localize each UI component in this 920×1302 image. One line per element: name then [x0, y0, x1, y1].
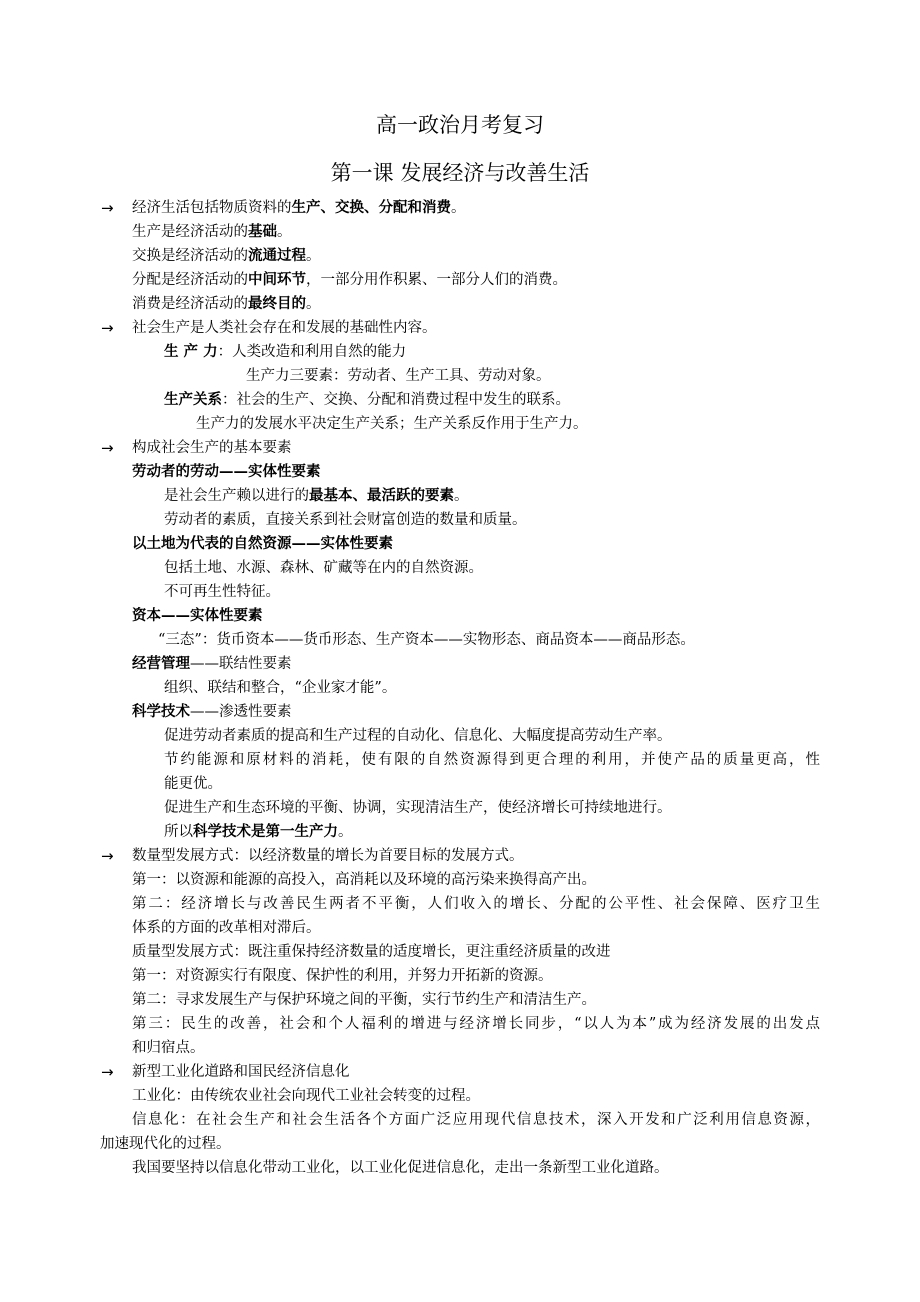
text-line: 是社会生产赖以进行的最基本、最活跃的要素。 [164, 487, 469, 504]
text-line: 生产是经济活动的基础。 [132, 223, 292, 240]
subheading: 资本——实体性要素 [132, 607, 263, 624]
text-line: 促进生产和生态环境的平衡、协调，实现清洁生产，使经济增长可持续地进行。 [164, 800, 672, 816]
text-line: 生产力三要素：劳动者、生产工具、劳动对象。 [246, 368, 551, 384]
text-line: 质量型发展方式：既注重保持经济数量的适度增长，更注重经济质量的改进 [132, 944, 611, 960]
text-line: 生产关系：社会的生产、交换、分配和消费过程中发生的联系。 [164, 391, 570, 408]
text-line: “三态”：货币资本——货币形态、生产资本——实物形态、商品资本——商品形态。 [158, 632, 695, 648]
lesson-title: 第一课 发展经济与改善生活 [330, 161, 590, 185]
section3-heading: 构成社会生产的基本要素 [132, 440, 292, 456]
text-line: 第一：对资源实行有限度、保护性的利用，并努力开拓新的资源。 [132, 968, 553, 984]
text-line: 劳动者的素质，直接关系到社会财富创造的数量和质量。 [164, 512, 527, 528]
section5-heading: 新型工业化道路和国民经济信息化 [132, 1064, 350, 1080]
text-line: 分配是经济活动的中间环节，一部分用作积累、一部分人们的消费。 [132, 271, 567, 288]
section2-heading: 社会生产是人类社会存在和发展的基础性内容。 [132, 320, 437, 336]
text-line: 第二：寻求发展生产与保护环境之间的平衡，实行节约生产和清洁生产。 [132, 992, 596, 1008]
subheading: 科学技术——渗透性要素 [132, 703, 292, 720]
text-line: 生 产 力：人类改造和利用自然的能力 [164, 343, 407, 360]
text-line: 消费是经济活动的最终目的。 [132, 295, 321, 312]
text-line: 包括土地、水源、森林、矿藏等在内的自然资源。 [164, 560, 483, 576]
text-line: 加速现代化的过程。 [100, 1136, 231, 1152]
text-line: 生产力的发展水平决定生产关系；生产关系反作用于生产力。 [196, 416, 588, 432]
text-line: 所以科学技术是第一生产力。 [164, 823, 353, 840]
text-line: 信息化：在社会生产和社会生活各个方面广泛应用现代信息技术，深入开发和广泛利用信息资源， [132, 1112, 820, 1128]
bullet-arrow-icon: → [101, 847, 114, 865]
text-line: 交换是经济活动的流通过程。 [132, 247, 321, 264]
text-line: 不可再生性特征。 [164, 584, 280, 600]
text-line: 我国要坚持以信息化带动工业化，以工业化促进信息化，走出一条新型工业化道路。 [132, 1160, 669, 1176]
text-line: 第一：以资源和能源的高投入，高消耗以及环境的高污染来换得高产出。 [132, 872, 596, 888]
document-title: 高一政治月考复习 [376, 113, 544, 137]
text-line: 组织、联结和整合，“企业家才能”。 [164, 680, 397, 696]
section1-heading: 经济生活包括物质资料的生产、交换、分配和消费。 [132, 199, 466, 216]
subheading: 经营管理——联结性要素 [132, 655, 292, 672]
text-line: 和归宿点。 [132, 1040, 205, 1056]
text-line: 体系的方面的改革相对滞后。 [132, 920, 321, 936]
text-line: 第三：民生的改善，社会和个人福利的增进与经济增长同步，“以人为本”成为经济发展的出发点 [132, 1016, 820, 1032]
section4-heading: 数量型发展方式：以经济数量的增长为首要目标的发展方式。 [132, 848, 524, 864]
subheading: 劳动者的劳动——实体性要素 [132, 463, 321, 480]
text-line: 第二：经济增长与改善民生两者不平衡，人们收入的增长、分配的公平性、社会保障、医疗卫生 [132, 896, 820, 912]
bullet-arrow-icon: → [101, 1063, 114, 1081]
bullet-arrow-icon: → [101, 319, 114, 337]
text-line: 工业化：由传统农业社会向现代工业社会转变的过程。 [132, 1088, 480, 1104]
bullet-arrow-icon: → [101, 439, 114, 457]
text-line: 促进劳动者素质的提高和生产过程的自动化、信息化、大幅度提高劳动生产率。 [164, 728, 672, 744]
text-line: 节约能源和原材料的消耗，使有限的自然资源得到更合理的利用，并使产品的质量更高，性 [164, 752, 820, 768]
text-line: 能更优。 [164, 776, 222, 792]
subheading: 以土地为代表的自然资源——实体性要素 [132, 535, 393, 552]
bullet-arrow-icon: → [101, 199, 114, 217]
